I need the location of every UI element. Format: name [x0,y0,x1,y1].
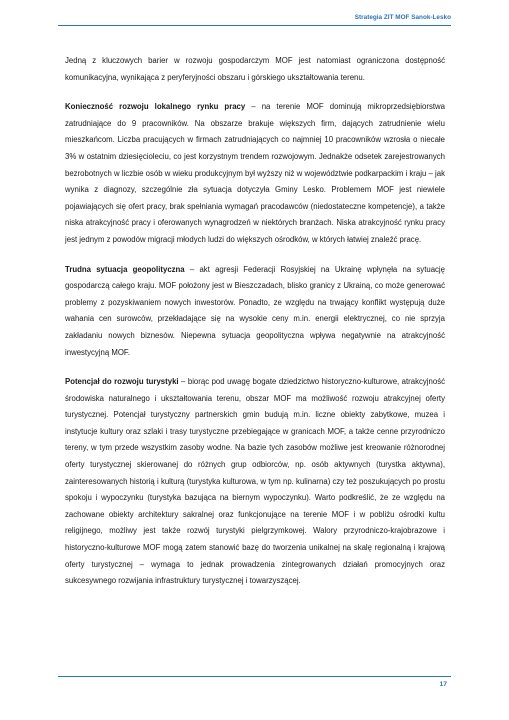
paragraph-labour-market [65,99,445,248]
paragraph-text: Jedną z kluczowych barier w rozwoju gospodarczym MOF jest natomiast ograniczona dostępność komunikacyjna, wynikająca z peryferyjności obszaru i górskiego ukształtowania terenu. [65,56,445,82]
footer-divider [58,676,451,677]
paragraph-heading: Potencjał do rozwoju turystyki [65,377,179,387]
header-divider [58,25,451,26]
paragraph-text: – biorąc pod uwagę bogate dziedzictwo historyczno-kulturowe, atrakcyjność środowiska naturalnego i ukształtowania terenu, obszar MOF ma możliwość rozwoju atrakcyjnej oferty turystycznej. Potencjał turystyczny partnerskich gmin budują m.in. liczne obiekty zabytkowe, muzea i instytucje kultury oraz szlaki i trasy turystyczne przebiegające w granicach MOF, a także cenne przyrodniczo tereny, w tym przede wszystkim zasoby wodne. Na bazie tych zasobów możliwe jest kreowanie różnorodnej oferty turystycznej skierowanej do różnych grup odbiorców, np. osób aktywnych (turystka aktywna), zainteresowanych historią i kulturą (turystyka kulturowa, w tym np. kulinarna) czy też poszukujących po prostu spokoju i wypoczynku (turystyka bazująca na biernym wypoczynku). Warto podkreślić, że ze względu na zachowane obiekty architektury sakralnej oraz funkcjonujące na terenie MOF i w pobliżu ośrodki kultu religijnego, możliwy jest także rozwój turystyki pielgrzymkowej. Walory przyrodniczo-krajobrazowe i historyczno-kulturowe MOF mogą zatem stanowić bazę do tworzenia unikalnej na skalę regionalną i krajową oferty turystycznej – wymaga to jednak prowadzenia zintegrowanych działań promocyjnych oraz sukcesywnego rozwijania infrastruktury turystycznej i towarzyszącej. [65,377,445,586]
paragraph-accessibility-barrier [65,53,445,86]
paragraph-geopolitical-situation [65,262,445,362]
page-number: 17 [439,681,447,688]
paragraph-tourism-potential [65,374,445,590]
paragraph-text: – akt agresji Federacji Rosyjskiej na Ukrainę wpłynęła na sytuację gospodarczą całego kraju. MOF położony jest w Bieszczadach, blisko granicy z Ukrainą, co może generować problemy z pozyskiwaniem nowych inwestorów. Ponadto, ze względu na trwający konflikt występują duże wahania cen surowców, przekładające się na wysokie ceny m.in. energii elektrycznej, co nie sprzyja zakładaniu nowych biznesów. Niepewna sytuacja geopolityczna wpływa negatywnie na atrakcyjność inwestycyjną MOF. [65,264,446,357]
document-header-title: Strategia ZIT MOF Sanok-Lesko [354,14,451,21]
paragraph-text: – na terenie MOF dominują mikroprzedsiębiorstwa zatrudniające do 9 pracowników. Na obszarze brakuje większych firm, dających zatrudnienie wielu mieszkańcom. Liczba pracujących w firmach zatrudniających co najmniej 10 pracowników wzrosła o niecałe 3% w ostatnim dziesięcioleciu, co jest korzystnym trendem rozwojowym. Jednakże odsetek zarejestrowanych bezrobotnych w liczbie osób w wieku produkcyjnym był wyższy niż w województwie podkarpackim i kraju – jak wynika z diagnozy, szczególnie zła sytuacja dotyczyła Gminy Lesko. Problemem MOF jest niewiele pojawiających się ofert pracy, brak spełniania wymagań pracodawców (niedostateczne kompetencje), a także niska atrakcyjność pracy i oferowanych wynagrodzeń w niektórych branżach. Niska atrakcyjność rynku pracy jest jednym z powodów migracji młodych ludzi do większych ośrodków, w których łatwiej znaleźć pracę. [65,102,445,244]
document-body [65,53,445,590]
paragraph-heading: Konieczność rozwoju lokalnego rynku pracy [65,102,246,112]
paragraph-heading: Trudna sytuacja geopolityczna [65,264,185,274]
